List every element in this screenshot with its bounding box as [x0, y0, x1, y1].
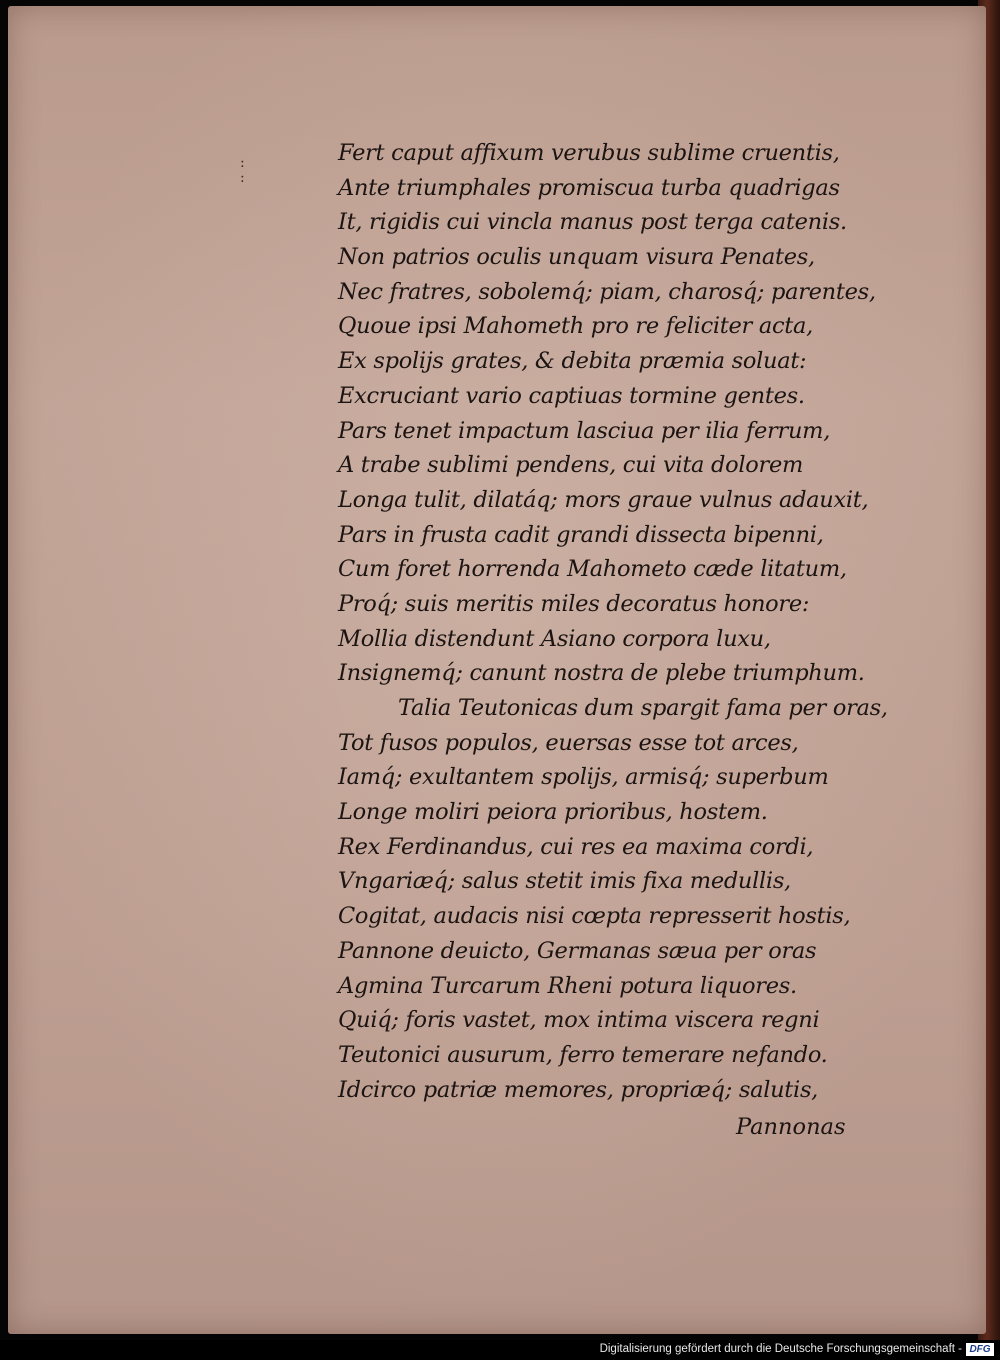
verse-line: Excruciant vario captiuas tormine gentes. [338, 382, 805, 409]
verse-line: Agmina Turcarum Rheni potura liquores. [338, 972, 797, 999]
dfg-logo-icon: DFG [966, 1343, 994, 1356]
verse-line: Non patrios oculis unquam visura Penates, [338, 244, 815, 271]
verse-line: Mollia distendunt Asiano corpora luxu, [338, 625, 771, 652]
verse-line: Iamq́; exultantem spolijs, armisq́; superbum [338, 764, 829, 791]
verse-line: Teutonici ausurum, ferro temerare nefando. [338, 1041, 828, 1068]
footer-bar [0, 1340, 1000, 1360]
verse-line: Idcirco patriæ memores, propriæq́; salutis, [338, 1076, 819, 1103]
verse-line: It, rigidis cui vincla manus post terga catenis. [338, 209, 847, 236]
verse-line: Proq́; suis meritis miles decoratus honore: [338, 590, 810, 617]
verse-line: Insignemq́; canunt nostra de plebe triumphum. [338, 660, 865, 687]
verse-line: Tot fusos populos, euersas esse tot arces, [338, 729, 799, 756]
verse-line-indented: Talia Teutonicas dum spargit fama per oras, [398, 695, 888, 721]
funding-notice: Digitalisierung gefördert durch die Deutsche Forschungsgemeinschaft - [599, 1343, 962, 1355]
verse-line: Pannone deuicto, Germanas sæua per oras [338, 937, 817, 964]
verse-line: Nec fratres, sobolemq́; piam, charosq́; parentes, [338, 278, 876, 305]
verse-line: Rex Ferdinandus, cui res ea maxima cordi, [338, 833, 814, 860]
verse-line: Ex spolijs grates, & debita præmia soluat: [338, 348, 807, 375]
verse-text [338, 136, 938, 1107]
verse-line: Quiq́; foris vastet, mox intima viscera regni [338, 1007, 820, 1034]
verse-line: Quoue ipsi Mahometh pro re feliciter acta, [338, 313, 813, 340]
verse-line: Pars tenet impactum lasciua per ilia ferrum, [338, 417, 831, 444]
verse-line: Cogitat, audacis nisi cœpta represserit hostis, [338, 903, 851, 930]
verse-line: Longa tulit, dilatáq; mors graue vulnus adauxit, [338, 486, 869, 513]
verse-line: Pars in frusta cadit grandi dissecta bipenni, [338, 521, 824, 548]
verse-line: A trabe sublimi pendens, cui vita dolorem [338, 452, 804, 479]
verse-line: Ante triumphales promiscua turba quadrigas [338, 174, 840, 201]
margin-mark: : : [240, 155, 245, 186]
verse-line: Cum foret horrenda Mahometo cæde litatum, [338, 556, 847, 583]
document-page [8, 6, 986, 1334]
catchword: Pannonas [736, 1114, 846, 1140]
verse-line: Fert caput affixum verubus sublime cruentis, [338, 140, 840, 166]
verse-line: Longe moliri peiora prioribus, hostem. [338, 799, 768, 826]
verse-line: Vngariæq́; salus stetit imis fixa medullis, [338, 868, 791, 895]
